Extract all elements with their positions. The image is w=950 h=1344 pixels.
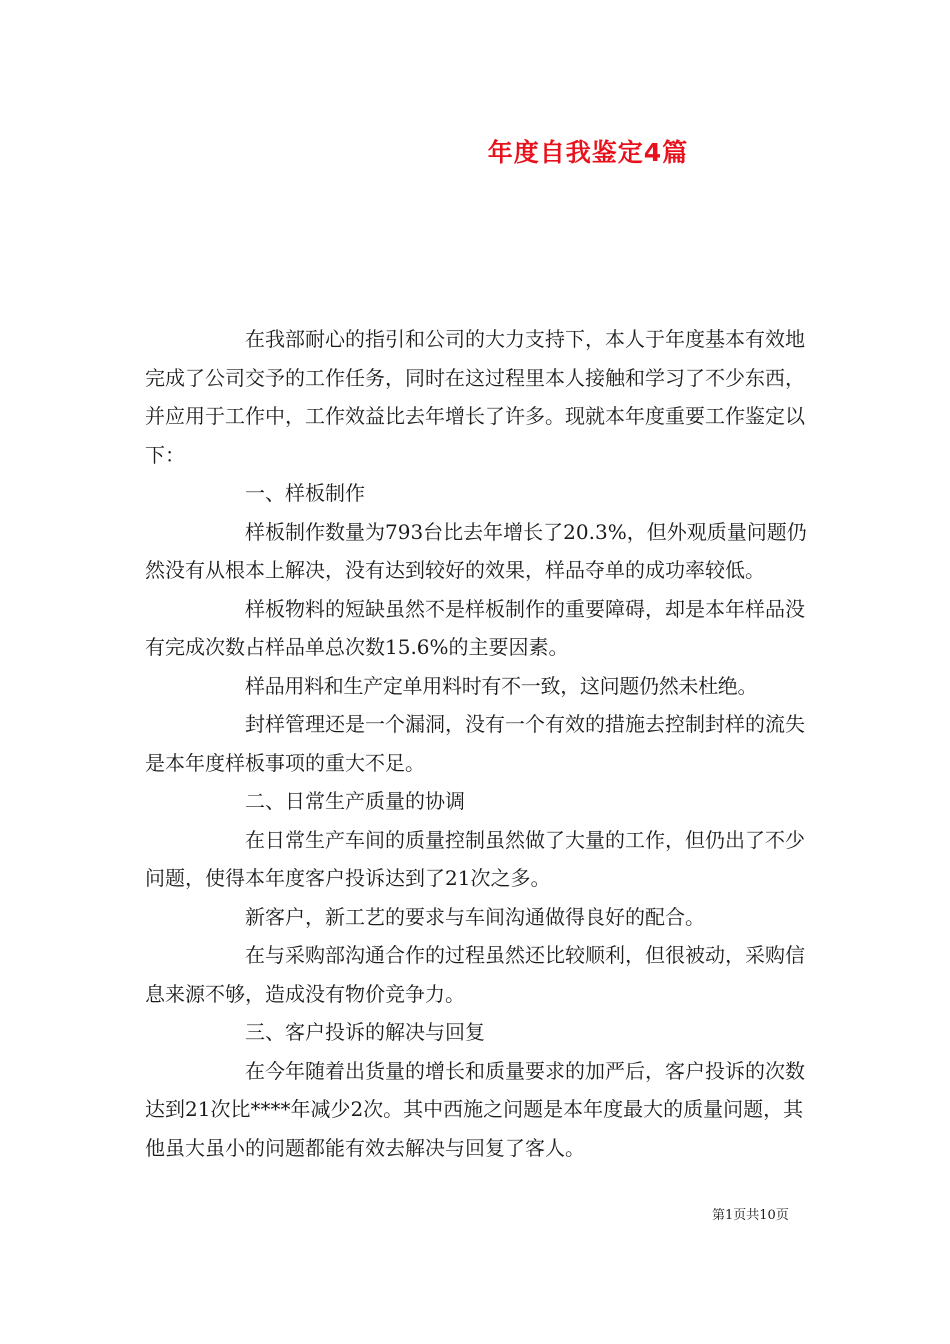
paragraph: 封样管理还是一个漏洞，没有一个有效的措施去控制封样的流失是本年度样板事项的重大不足。: [145, 712, 805, 775]
section-heading: 一、样板制作: [245, 481, 365, 505]
paragraph: 样板制作数量为793台比去年增长了20.3%，但外观质量问题仍然没有从根本上解决，没有达到较好的效果，样品夺单的成功率较低。: [145, 519, 807, 582]
paragraph: 在与采购部沟通合作的过程虽然还比较顺利，但很被动，采购信息来源不够，造成没有物价竞争力。: [145, 943, 805, 1006]
paragraph: 新客户，新工艺的要求与车间沟通做得良好的配合。: [245, 904, 705, 929]
page-number: 第1页共10页: [712, 1208, 789, 1223]
paragraph: 在今年随着出货量的增长和质量要求的加严后，客户投诉的次数达到21次比****年减少2次。其中西施之问题是本年度最大的质量问题，其他虽大虽小的问题都能有效去解决与回复了客人。: [145, 1058, 805, 1160]
document-body: [145, 320, 817, 1167]
paragraph: 在日常生产车间的质量控制虽然做了大量的工作，但仍出了不少问题，使得本年度客户投诉达到了21次之多。: [145, 827, 805, 890]
section-heading: 三、客户投诉的解决与回复: [245, 1020, 485, 1044]
section-heading: 二、日常生产质量的协调: [245, 789, 465, 813]
document-title-text: 年度自我鉴定4篇: [487, 138, 689, 167]
paragraph: 样品用料和生产定单用料时有不一致，这问题仍然未杜绝。: [245, 673, 758, 698]
paragraph: 样板物料的短缺虽然不是样板制作的重要障碍，却是本年样品没有完成次数占样品单总次数15.6%的主要因素。: [145, 596, 805, 659]
paragraph: 在我部耐心的指引和公司的大力支持下，本人于年度基本有效地完成了公司交予的工作任务，同时在这过程里本人接触和学习了不少东西，并应用于工作中，工作效益比去年增长了许多。现就本年度重要工作鉴定以下：: [145, 327, 805, 467]
document-title: [0, 133, 950, 169]
